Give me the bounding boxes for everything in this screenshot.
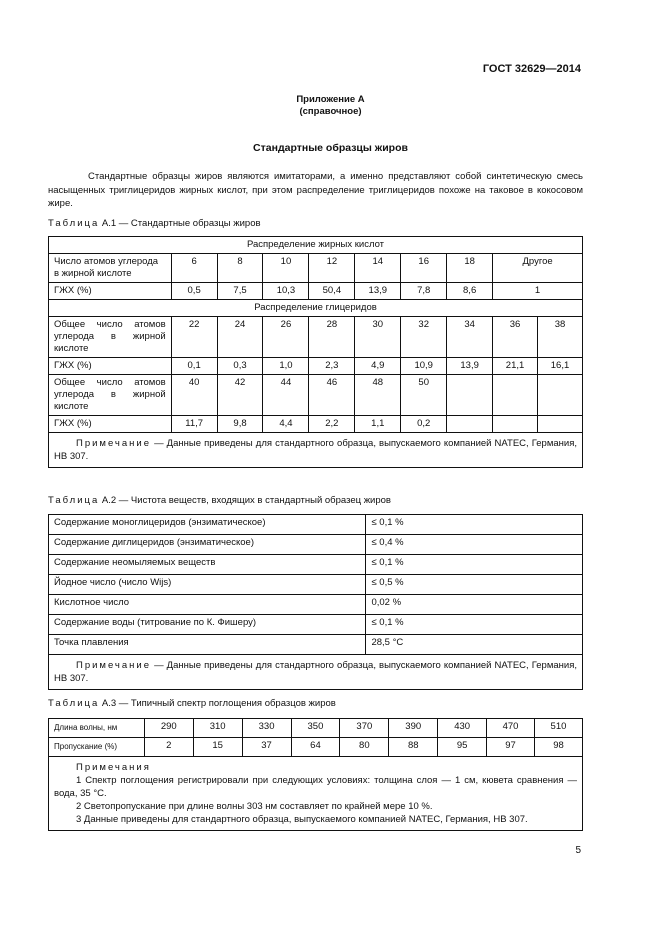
glyc-carbon-cell xyxy=(493,375,538,416)
purity-value: ≤ 0,1 % xyxy=(366,615,583,635)
purity-label: Содержание диглицеридов (энзиматическое) xyxy=(49,535,366,555)
transmission-cell: 80 xyxy=(340,738,389,757)
transmission-cell: 15 xyxy=(193,738,242,757)
gzh-cell: 0,5 xyxy=(171,283,217,300)
table3-caption-label: Таблица xyxy=(48,698,100,709)
transmission-cell: 95 xyxy=(438,738,487,757)
total-carbon-label: Общее число атомов углерода в жирной кислоте xyxy=(49,317,172,358)
purity-label: Содержание неомыляемых веществ xyxy=(49,555,366,575)
table1 xyxy=(48,236,583,468)
purity-value: ≤ 0,4 % xyxy=(366,535,583,555)
purity-label: Содержание воды (титрование по К. Фишеру) xyxy=(49,615,366,635)
purity-value: 0,02 % xyxy=(366,595,583,615)
wavelength-label: Длина волны, нм xyxy=(49,719,145,738)
total-carbon-label: Общее число атомов углерода в жирной кислоте xyxy=(49,375,172,416)
glyc-gzh-cell: 0,3 xyxy=(217,358,263,375)
transmission-cell: 98 xyxy=(534,738,582,757)
purity-label: Йодное число (число Wijs) xyxy=(49,575,366,595)
table2-caption xyxy=(48,495,391,506)
gzh-cell: 50,4 xyxy=(309,283,355,300)
carbon-cell: 18 xyxy=(447,254,493,283)
table3-caption xyxy=(48,698,336,709)
table2-caption-text: А.2 — Чистота веществ, входящих в стандартный образец жиров xyxy=(99,495,391,506)
gzh-cell: 13,9 xyxy=(355,283,401,300)
glyc-gzh-cell: 0,1 xyxy=(171,358,217,375)
glyc-carbon-cell: 50 xyxy=(401,375,447,416)
carbon-cell: 6 xyxy=(171,254,217,283)
glyc-gzh-cell xyxy=(538,416,583,433)
table3-notes-label: Примечания xyxy=(76,762,151,773)
glyc-carbon-cell: 36 xyxy=(493,317,538,358)
glyc-carbon-cell: 34 xyxy=(447,317,493,358)
gzh-label: ГЖХ (%) xyxy=(49,283,172,300)
carbon-row-label: Число атомов углерода в жирной кислоте xyxy=(49,254,172,283)
intro-paragraph: Стандартные образцы жиров являются имитаторами, а именно представляют собой синтетическую смесь насыщенных триглицеридов жирных кислот, при этом распределение триглицеридов похоже на таковое в кокосовом жире. xyxy=(48,171,583,209)
section-heading: Стандартные образцы жиров xyxy=(253,142,408,154)
wavelength-cell: 350 xyxy=(291,719,340,738)
glyc-carbon-cell: 44 xyxy=(263,375,309,416)
glyc-gzh-cell: 0,2 xyxy=(401,416,447,433)
table1-note xyxy=(49,433,583,468)
table2 xyxy=(48,514,583,690)
glyc-gzh-cell: 4,9 xyxy=(355,358,401,375)
table1-caption xyxy=(48,218,261,229)
table1-note-text: — Данные приведены для стандартного образца, выпускаемого компанией NATEC, Германия, НВ 307. xyxy=(54,438,577,462)
table2-note-text: — Данные приведены для стандартного образца, выпускаемого компанией NATEC, Германия, НВ 307. xyxy=(54,660,577,684)
wavelength-cell: 510 xyxy=(534,719,582,738)
carbon-cell: 16 xyxy=(401,254,447,283)
gzh-cell: 10,3 xyxy=(263,283,309,300)
table3-note-item: 3 Данные приведены для стандартного образца, выпускаемого компанией NATEC, Германия, НВ 307. xyxy=(76,814,528,825)
glyc-carbon-cell: 26 xyxy=(263,317,309,358)
glyc-carbon-cell: 46 xyxy=(309,375,355,416)
transmission-cell: 88 xyxy=(389,738,438,757)
glyc-carbon-cell: 22 xyxy=(171,317,217,358)
purity-value: ≤ 0,5 % xyxy=(366,575,583,595)
gzh-cell: 8,6 xyxy=(447,283,493,300)
standard-number: ГОСТ 32629—2014 xyxy=(482,63,581,75)
glyc-carbon-cell: 40 xyxy=(171,375,217,416)
wavelength-cell: 470 xyxy=(487,719,535,738)
glyc-gzh-cell: 21,1 xyxy=(493,358,538,375)
carbon-cell: 14 xyxy=(355,254,401,283)
gzh-cell: 7,8 xyxy=(401,283,447,300)
glyc-carbon-cell: 48 xyxy=(355,375,401,416)
glyc-gzh-cell: 13,9 xyxy=(447,358,493,375)
transmission-cell: 2 xyxy=(144,738,193,757)
glyc-carbon-cell: 24 xyxy=(217,317,263,358)
glyc-carbon-cell xyxy=(538,375,583,416)
purity-label: Содержание моноглицеридов (энзиматическое) xyxy=(49,515,366,535)
transmission-cell: 64 xyxy=(291,738,340,757)
gzh-cell: 1 xyxy=(493,283,583,300)
gzh-label: ГЖХ (%) xyxy=(49,358,172,375)
table2-caption-label: Таблица xyxy=(48,495,100,506)
glyc-carbon-cell: 42 xyxy=(217,375,263,416)
glyc-gzh-cell: 11,7 xyxy=(171,416,217,433)
glyc-gzh-cell: 1,0 xyxy=(263,358,309,375)
gzh-cell: 7,5 xyxy=(217,283,263,300)
table3 xyxy=(48,718,583,831)
glyc-carbon-cell xyxy=(447,375,493,416)
annex-title: Приложение А xyxy=(296,94,365,105)
table3-notes xyxy=(49,757,583,831)
carbon-cell: 8 xyxy=(217,254,263,283)
glyc-carbon-cell: 30 xyxy=(355,317,401,358)
table2-note xyxy=(49,655,583,690)
glyc-gzh-cell: 16,1 xyxy=(538,358,583,375)
carbon-cell: 10 xyxy=(263,254,309,283)
glyc-gzh-cell xyxy=(447,416,493,433)
wavelength-cell: 390 xyxy=(389,719,438,738)
glyc-carbon-cell: 38 xyxy=(538,317,583,358)
wavelength-cell: 310 xyxy=(193,719,242,738)
annex-subtitle: (справочное) xyxy=(299,106,362,117)
table1-note-label: Примечание xyxy=(76,438,151,449)
wavelength-cell: 370 xyxy=(340,719,389,738)
transmission-label: Пропускание (%) xyxy=(49,738,145,757)
table3-note-item: 2 Светопропускание при длине волны 303 нм составляет по крайней мере 10 %. xyxy=(76,801,433,812)
table3-caption-text: А.3 — Типичный спектр поглощения образцов жиров xyxy=(99,698,336,709)
table1-caption-text: А.1 — Стандартные образцы жиров xyxy=(99,218,261,229)
transmission-cell: 97 xyxy=(487,738,535,757)
purity-value: 28,5 °С xyxy=(366,635,583,655)
purity-label: Кислотное число xyxy=(49,595,366,615)
glyc-gzh-cell: 2,2 xyxy=(309,416,355,433)
glyc-gzh-cell: 4,4 xyxy=(263,416,309,433)
glyc-gzh-cell: 2,3 xyxy=(309,358,355,375)
wavelength-cell: 330 xyxy=(242,719,291,738)
glyc-gzh-cell: 10,9 xyxy=(401,358,447,375)
wavelength-cell: 290 xyxy=(144,719,193,738)
transmission-cell: 37 xyxy=(242,738,291,757)
purity-value: ≤ 0,1 % xyxy=(366,555,583,575)
carbon-cell: 12 xyxy=(309,254,355,283)
table2-note-label: Примечание xyxy=(76,660,151,671)
carbon-cell: Другое xyxy=(493,254,583,283)
table1-caption-label: Таблица xyxy=(48,218,100,229)
gzh-label: ГЖХ (%) xyxy=(49,416,172,433)
fatty-acid-header: Распределение жирных кислот xyxy=(49,237,583,254)
glyc-carbon-cell: 32 xyxy=(401,317,447,358)
purity-label: Точка плавления xyxy=(49,635,366,655)
purity-value: ≤ 0,1 % xyxy=(366,515,583,535)
table3-note-item: 1 Спектр поглощения регистрировали при следующих условиях: толщина слоя — 1 см, кювета сравнения — вода, 35 °С. xyxy=(54,775,577,799)
page-number: 5 xyxy=(575,845,581,856)
wavelength-cell: 430 xyxy=(438,719,487,738)
glyc-gzh-cell xyxy=(493,416,538,433)
glyc-gzh-cell: 9,8 xyxy=(217,416,263,433)
glyc-carbon-cell: 28 xyxy=(309,317,355,358)
glyc-gzh-cell: 1,1 xyxy=(355,416,401,433)
glyceride-header: Распределение глицеридов xyxy=(49,300,583,317)
